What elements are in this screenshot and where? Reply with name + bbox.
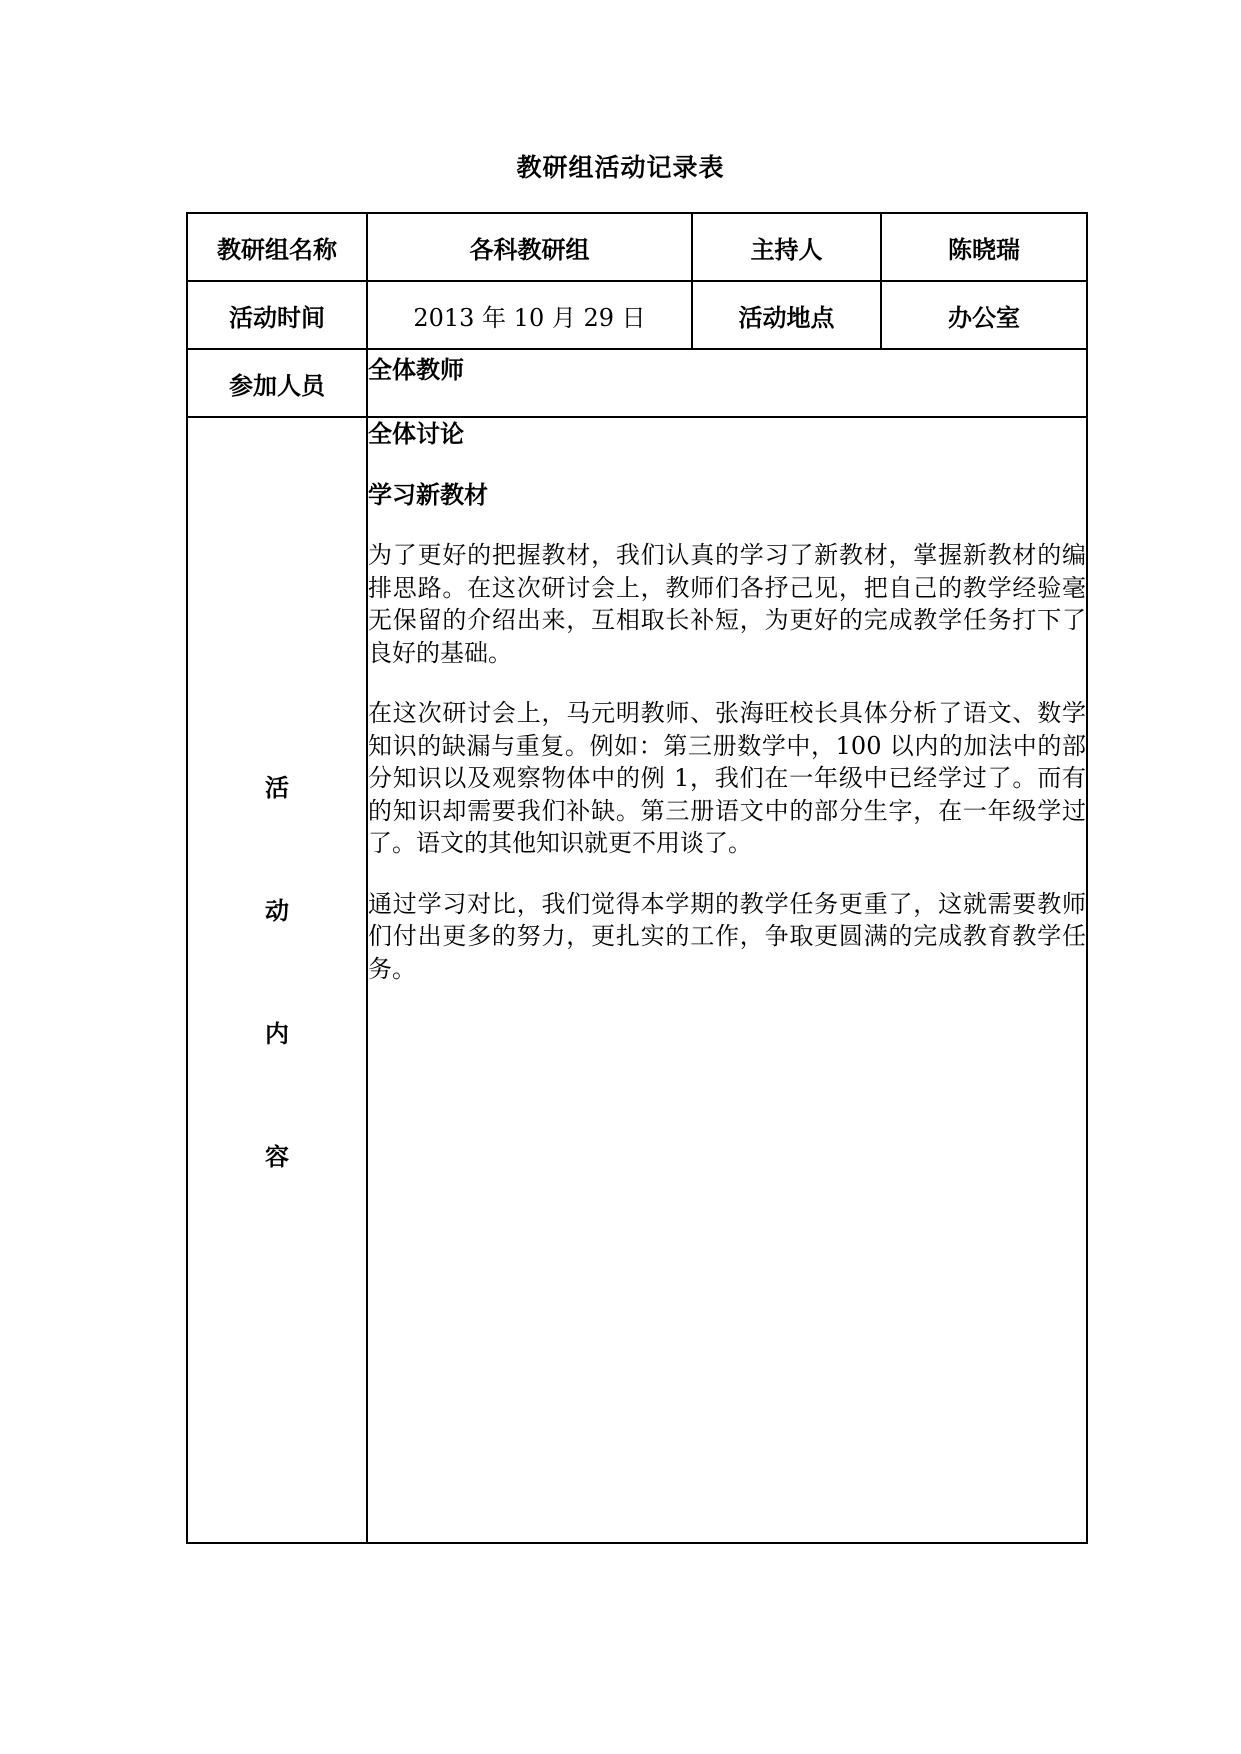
group-name-value: 各科教研组 bbox=[367, 213, 692, 281]
content-heading: 全体讨论 bbox=[368, 419, 464, 448]
participants-label: 参加人员 bbox=[187, 349, 367, 417]
document-title: 教研组活动记录表 bbox=[516, 153, 725, 182]
content-paragraph: 在这次研讨会上，马元明教师、张海旺校长具体分析了语文、数学知识的缺漏与重复。例如：第三册数学中，100 以内的加法中的部分知识以及观察物体中的例 1，我们在一年级中已经学过了。而有的知识却需要我们补缺。第三册语文中的部分生字，在一年级学过了。语文的其他知识就更不用谈了。 bbox=[368, 699, 1086, 857]
group-name-label: 教研组名称 bbox=[187, 213, 367, 281]
activity-place-value: 办公室 bbox=[881, 281, 1087, 349]
participants-value: 全体教师 bbox=[367, 349, 1087, 417]
activity-time-value: 2013 年 10 月 29 日 bbox=[367, 281, 692, 349]
content-label-char: 内 bbox=[265, 1019, 289, 1048]
table-row bbox=[187, 349, 1087, 417]
activity-place-label: 活动地点 bbox=[692, 281, 881, 349]
host-value: 陈晓瑞 bbox=[881, 213, 1087, 281]
activity-time-label: 活动时间 bbox=[187, 281, 367, 349]
table-row bbox=[187, 417, 1087, 1543]
host-label: 主持人 bbox=[692, 213, 881, 281]
content-paragraph: 通过学习对比，我们觉得本学期的教学任务更重了，这就需要教师们付出更多的努力，更扎实的工作，争取更圆满的完成教育教学任务。 bbox=[368, 889, 1086, 983]
content-label-char: 容 bbox=[265, 1142, 289, 1171]
activity-content-label bbox=[187, 417, 367, 1543]
table-row bbox=[187, 213, 1087, 281]
content-heading: 学习新教材 bbox=[368, 479, 488, 509]
activity-record-table bbox=[186, 212, 1088, 1544]
content-label-char: 活 bbox=[265, 773, 289, 802]
activity-content bbox=[367, 417, 1087, 1543]
table-row bbox=[187, 281, 1087, 349]
content-label-char: 动 bbox=[265, 896, 289, 925]
content-paragraph: 为了更好的把握教材，我们认真的学习了新教材，掌握新教材的编排思路。在这次研讨会上，教师们各抒己见，把自己的教学经验毫无保留的介绍出来，互相取长补短，为更好的完成教学任务打下了良好的基础。 bbox=[368, 541, 1086, 667]
